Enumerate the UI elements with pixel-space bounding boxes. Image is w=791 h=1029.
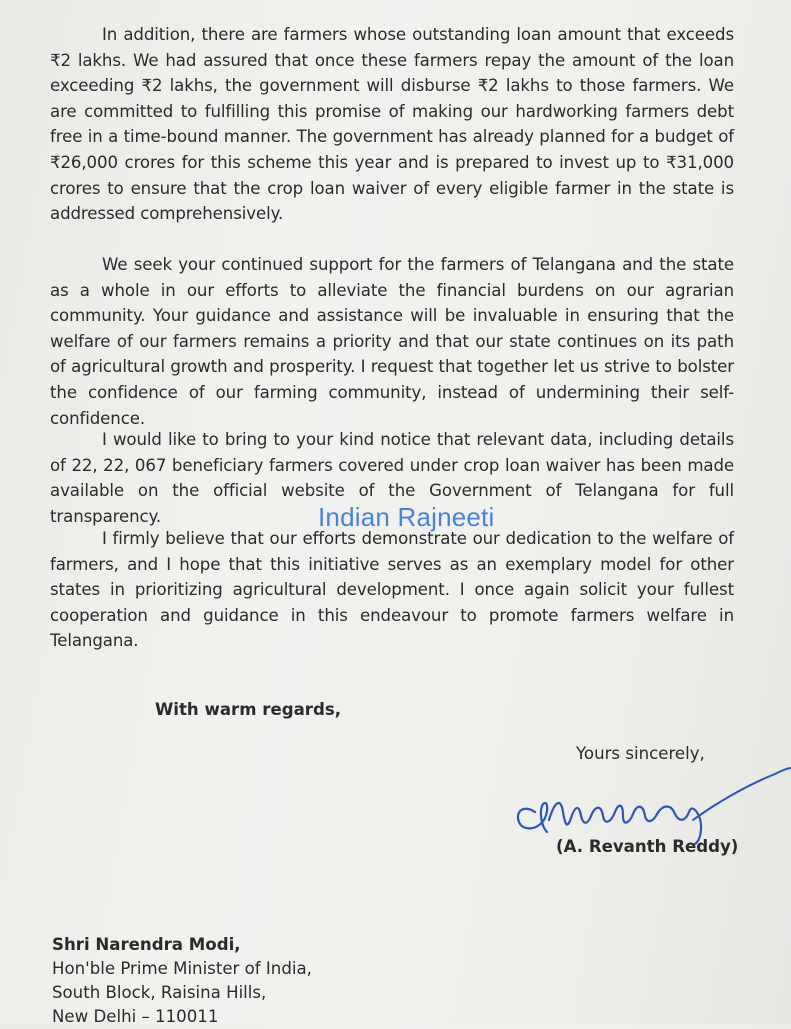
recipient-name: Shri Narendra Modi, xyxy=(52,935,241,954)
recipient-title: Hon'ble Prime Minister of India, xyxy=(52,959,312,978)
paragraph-support-request: We seek your continued support for the farmers of Telangana and the state as a whole in our efforts to alleviate the financial burdens on our agrarian community. Your guidance and assistance will be invaluable in ensuring that the welfare of our farmers remains a priority and that our state continues on its path of agricultural growth and prosperity. I request that together let us strive to bolster the confidence of our farming community, instead of undermining their self-confidence. xyxy=(50,255,734,428)
paragraph-loan-waiver: In addition, there are farmers whose outstanding loan amount that exceeds ₹2 lakhs. We had assured that once these farmers repay the amount of the loan exceeding ₹2 lakhs, the government will disburse ₹2 lakhs to those farmers. We are committed to fulfilling this promise of making our hardworking farmers debt free in a time-bound manner. The government has already planned for a budget of ₹26,000 crores for this scheme this year and is prepared to invest up to ₹31,000 crores to ensure that the crop loan waiver of every eligible farmer in the state is addressed comprehensively. xyxy=(50,25,734,224)
recipient-street: South Block, Raisina Hills, xyxy=(52,983,267,1002)
recipient-city: New Delhi – 110011 xyxy=(52,1007,219,1026)
closing-regards: With warm regards, xyxy=(155,700,342,719)
signatory-name: (A. Revanth Reddy) xyxy=(556,837,739,856)
paragraph-cooperation: I firmly believe that our efforts demonstrate our dedication to the welfare of farmers, and I hope that this initiative serves as an exemplary model for other states in prioritizing agricultural development. I once again solicit your fullest cooperation and guidance in this endeavour to promote farmers welfare in Telangana. xyxy=(50,529,734,651)
watermark-text: Indian Rajneeti xyxy=(318,502,495,532)
sign-off: Yours sincerely, xyxy=(576,744,705,763)
recipient-address xyxy=(52,933,312,1029)
paragraph-data-transparency: I would like to bring to your kind notice that relevant data, including details of 22, 22, 067 beneficiary farmers covered under crop loan waiver has been made available on the official website of the Government of Telangana for full transparency. xyxy=(50,430,734,526)
